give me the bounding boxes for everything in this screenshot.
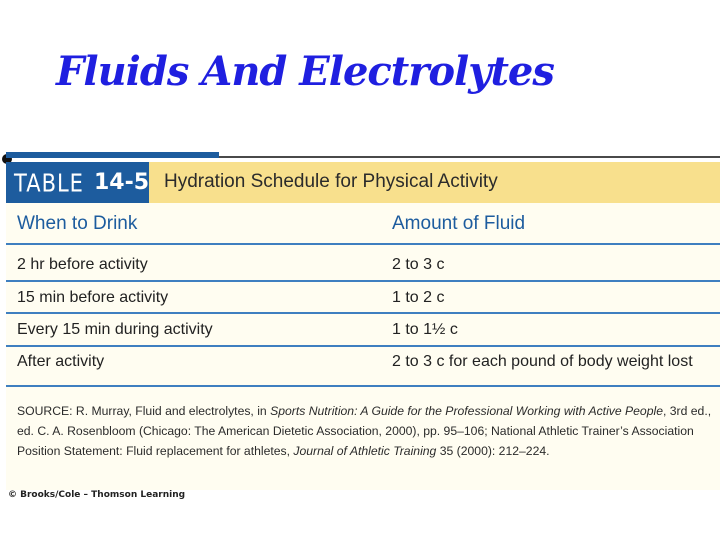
top-rule-accent — [6, 152, 219, 158]
table-label-number: 14-5 — [93, 170, 150, 195]
table-cell-when: 15 min before activity — [17, 289, 169, 306]
table-cell-when: 2 hr before activity — [17, 256, 148, 273]
table-label-box — [6, 162, 149, 203]
table-cell-amount: 2 to 3 c — [392, 256, 445, 273]
row-divider — [6, 243, 720, 245]
copyright-credit: © Brooks/Cole – Thomson Learning — [8, 490, 186, 500]
table-cell-amount: 1 to 1½ c — [392, 321, 458, 338]
row-divider — [6, 345, 720, 347]
row-divider — [6, 280, 720, 282]
table-header-bar — [6, 162, 720, 203]
table-cell-amount: 1 to 2 c — [392, 289, 445, 306]
table-cell-when: Every 15 min during activity — [17, 321, 213, 338]
column-header-when: When to Drink — [17, 213, 138, 234]
table-source-note — [17, 401, 717, 461]
source-text: , 3rd ed., ed. C. A. Rosenbloom (Chicago: The American Dietetic Association, 2000), pp. 95–106; National Athletic Trainer’s Association Position Statement: Fluid replacement for athletes, — [17, 404, 712, 458]
top-rule — [219, 156, 720, 158]
row-divider — [6, 385, 720, 387]
hydration-table-figure — [6, 152, 720, 490]
slide-title: Fluids And Electrolytes — [56, 48, 554, 95]
source-book-title: Sports Nutrition: A Guide for the Professional Working with Active People — [270, 404, 663, 418]
source-text: SOURCE: R. Murray, Fluid and electrolytes, in — [17, 404, 271, 418]
table-label-word: TABLE — [14, 168, 84, 197]
row-divider — [6, 312, 720, 314]
source-text: 35 (2000): 212–224. — [436, 444, 550, 458]
table-cell-amount: 2 to 3 c for each pound of body weight lost — [392, 353, 693, 370]
table-caption: Hydration Schedule for Physical Activity — [164, 171, 498, 192]
column-header-amount: Amount of Fluid — [392, 213, 526, 234]
source-journal-title: Journal of Athletic Training — [293, 444, 437, 458]
table-cell-when: After activity — [17, 353, 105, 370]
